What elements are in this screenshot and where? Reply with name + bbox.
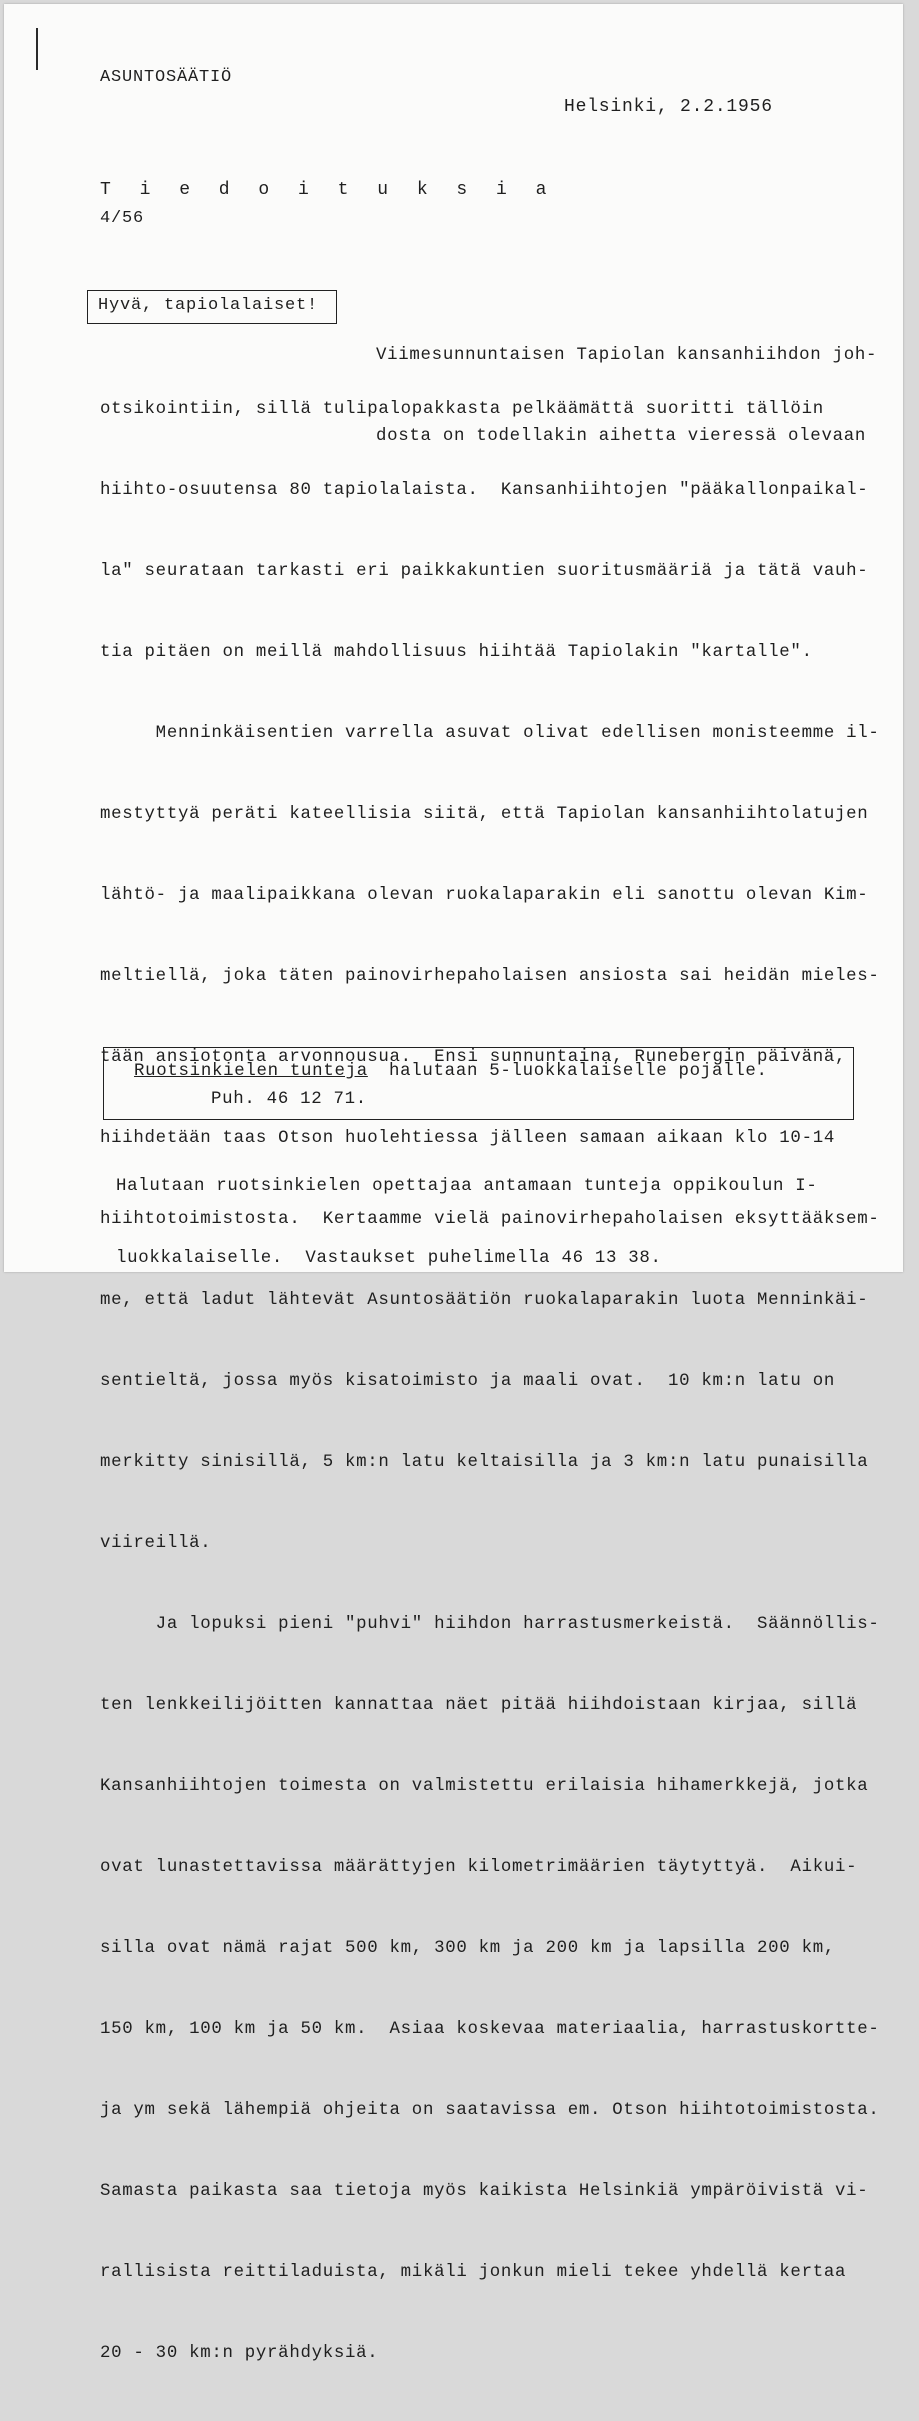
article-line: Samasta paikasta saa tietoja myös kaikista Helsinkiä ympäröivistä vi-: [100, 2182, 869, 2201]
article-lead-line: Viimesunnuntaisen Tapiolan kansanhiihdon joh-: [376, 346, 878, 365]
document-page: [4, 4, 903, 2363]
ad-title: Ruotsinkielen tunteja: [134, 1062, 368, 1081]
article-line: hiihtotoimistosta. Kertaamme vielä painovirhepaholaisen eksyttääksem-: [100, 1210, 880, 1229]
ad-phone: Puh. 46 12 71.: [211, 1090, 367, 1109]
article-line: silla ovat nämä rajat 500 km, 300 km ja 200 km ja lapsilla 200 km,: [100, 1939, 835, 1958]
issue-number: 4/56: [100, 209, 145, 228]
article-line: viireillä.: [100, 1534, 212, 1553]
notice-line: Halutaan ruotsinkielen opettajaa antamaan tunteja oppikoulun I-: [116, 1177, 818, 1196]
article-headline-box: [87, 290, 337, 324]
article-line: 20 - 30 km:n pyrähdyksiä.: [100, 2344, 379, 2363]
organization-name: ASUNTOSÄÄTIÖ: [100, 68, 233, 87]
article-body: [100, 342, 880, 2421]
article-line: ten lenkkeilijöitten kannattaa näet pitää hiihdoistaan kirjaa, sillä: [100, 1696, 858, 1715]
article-line: Kansanhiihtojen toimesta on valmistettu erilaisia hihamerkkejä, jotka: [100, 1777, 869, 1796]
article-line: ovat lunastettavissa määrättyjen kilometrimäärien täytyttyä. Aikui-: [100, 1858, 858, 1877]
article-line: hiihdetään taas Otson huolehtiessa jälleen samaan aikaan klo 10-14: [100, 1129, 835, 1148]
article-line: hiihto-osuutensa 80 tapiolalaista. Kansanhiihtojen "pääkallonpaikal-: [100, 481, 869, 500]
article-line: Menninkäisentien varrella asuvat olivat edellisen monisteemme il-: [100, 724, 880, 743]
article-headline: Hyvä, tapiolalaiset!: [98, 296, 319, 315]
margin-mark: [36, 28, 38, 70]
ad-text: halutaan 5-luokkalaiselle pojalle.: [389, 1062, 768, 1081]
article-line: tään ansiotonta arvonnousua. Ensi sunnuntaina, Runebergin päivänä,: [100, 1048, 847, 1067]
article-line: mestyttyä peräti kateellisia siitä, että Tapiolan kansanhiihtolatujen: [100, 805, 869, 824]
article-line: merkitty sinisillä, 5 km:n latu keltaisilla ja 3 km:n latu punaisilla: [100, 1453, 869, 1472]
article-line: ja ym sekä lähempiä ohjeita on saatavissa em. Otson hiihtotoimistosta.: [100, 2101, 880, 2120]
article-line: la" seurataan tarkasti eri paikkakuntien suoritusmääriä ja tätä vauh-: [100, 562, 869, 581]
bulletin-title: T i e d o i t u k s i a: [100, 180, 556, 200]
article-line: 150 km, 100 km ja 50 km. Asiaa koskevaa materiaalia, harrastuskortte-: [100, 2020, 880, 2039]
teacher-notice: [116, 1127, 818, 1319]
classified-ad-box: [103, 1047, 854, 1120]
article-line: otsikointiin, sillä tulipalopakkasta pelkäämättä suoritti tällöin: [100, 400, 824, 419]
article-line: Ja lopuksi pieni "puhvi" hiihdon harrastusmerkeistä. Säännöllis-: [100, 1615, 880, 1634]
notice-line: luokkalaiselle. Vastaukset puhelimella 46 13 38.: [116, 1249, 662, 1268]
article-line: rallisista reittiladuista, mikäli jonkun mieli tekee yhdellä kertaa: [100, 2263, 847, 2282]
article-line: tia pitäen on meillä mahdollisuus hiihtää Tapiolakin "kartalle".: [100, 643, 813, 662]
article-line: meltiellä, joka täten painovirhepaholaisen ansiosta sai heidän mieles-: [100, 967, 880, 986]
article-lead-line: dosta on todellakin aihetta vieressä olevaan: [376, 427, 866, 446]
place-and-date: Helsinki, 2.2.1956: [564, 97, 773, 117]
article-line: lähtö- ja maalipaikkana olevan ruokalaparakin eli sanottu olevan Kim-: [100, 886, 869, 905]
article-line: sentieltä, jossa myös kisatoimisto ja maali ovat. 10 km:n latu on: [100, 1372, 835, 1391]
article-line: me, että ladut lähtevät Asuntosäätiön ruokalaparakin luota Menninkäi-: [100, 1291, 869, 1310]
